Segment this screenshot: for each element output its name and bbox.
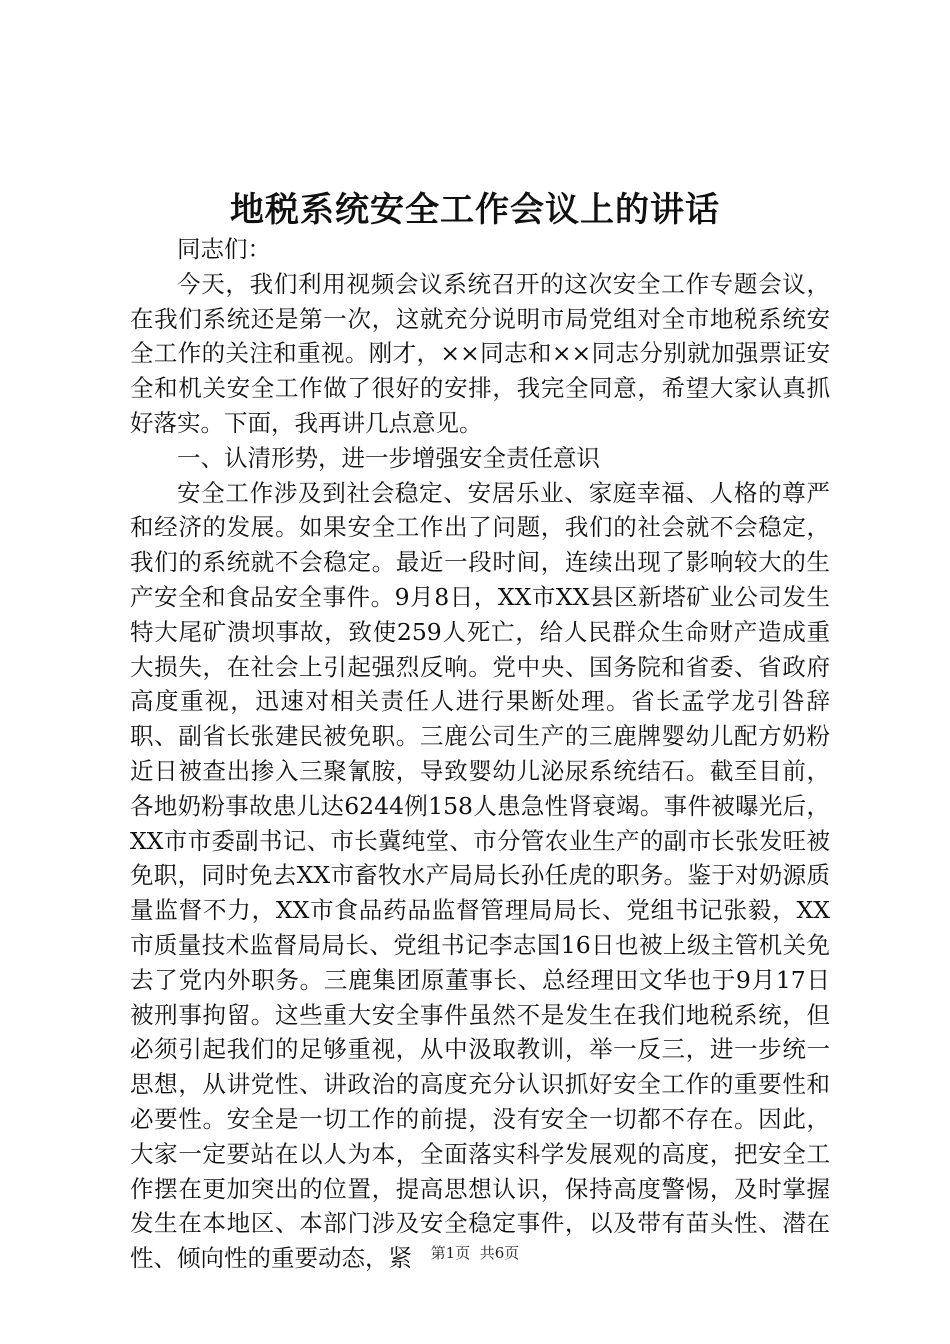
page-total: 共6页 (479, 1244, 520, 1262)
paragraph-section-1: 安全工作涉及到社会稳定、安居乐业、家庭幸福、人格的尊严和经济的发展。如果安全工作出了问题，我们的社会就不会稳定，我们的系统就不会稳定。最近一段时间，连续出现了影响较大的生产安全和食品安全事件。9月8日，XX市XX县区新塔矿业公司发生特大尾矿溃坝事故，致使259人死亡，给人民群众生命财产造成重大损失，在社会上引起强烈反响。党中央、国务院和省委、省政府高度重视，迅速对相关责任人进行果断处理。省长孟学龙引咎辞职、副省长张建民被免职。三鹿公司生产的三鹿牌婴幼儿配方奶粉近日被查出掺入三聚氰胺，导致婴幼儿泌尿系统结石。截至目前，各地奶粉事故患儿达6244例158人患急性肾衰竭。事件被曝光后，XX市市委副书记、市长冀纯堂、市分管农业生产的副市长张发旺被免职，同时免去XX市畜牧水产局局长孙任虎的职务。鉴于对奶源质量监督不力，XX市食品药品监督管理局局长、党组书记张毅，XX市质量技术监督局局长、党组书记李志国16日也被上级主管机关免去了党内外职务。三鹿集团原董事长、总经理田文华也于9月17日被刑事拘留。这些重大安全事件虽然不是发生在我们地税系统，但必须引起我们的足够重视，从中汲取教训，举一反三，进一步统一思想，从讲党性、讲政治的高度充分认识抓好安全工作的重要性和必要性。安全是一切工作的前提，没有安全一切都不存在。因此，大家一定要站在以人为本，全面落实科学发展观的高度，把安全工作摆在更加突出的位置，提高思想认识，保持高度警惕，及时掌握发生在本地区、本部门涉及安全稳定事件，以及带有苗头性、潜在性、倾向性的重要动态，紧 (130, 478, 830, 1273)
paragraph-intro: 今天，我们利用视频会议系统召开的这次安全工作专题会议，在我们系统还是第一次，这就充分说明市局党组对全市地税系统安全工作的关注和重视。刚才，××同志和××同志分别就加强票证安全和机关安全工作做了很好的安排，我完全同意，希望大家认真抓好落实。下面，我再讲几点意见。 (130, 269, 830, 437)
section-heading-1: 一、认清形势，进一步增强安全责任意识 (177, 443, 600, 472)
document-title: 地税系统安全工作会议上的讲话 (230, 190, 720, 230)
document-body (130, 232, 830, 1276)
salutation: 同志们： (177, 235, 271, 263)
page-number: 第1页 (430, 1244, 471, 1262)
page-footer (0, 1242, 950, 1264)
